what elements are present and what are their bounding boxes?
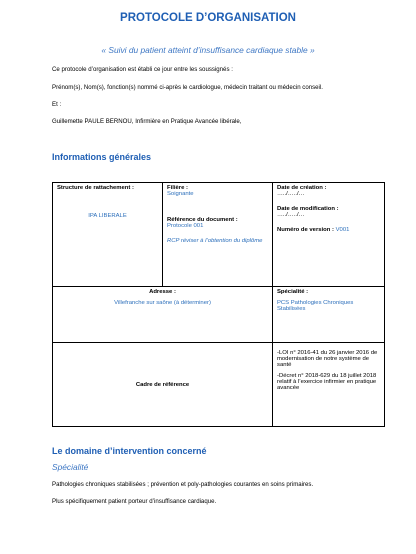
adresse-value: Villefranche sur saône (à déterminer) — [114, 300, 211, 306]
section-heading-domain: Le domaine d’intervention concerné — [52, 446, 207, 456]
creation-date-label: Date de création : — [277, 185, 327, 191]
structure-value: IPA LIBERALE — [88, 213, 127, 219]
intro-line-1: Ce protocole d’organisation est établi ce jour entre les soussignés : — [52, 66, 233, 73]
version-label: Numéro de version : — [277, 227, 334, 233]
cadre-refs-cell — [273, 343, 385, 427]
table-row — [53, 343, 385, 427]
cadre-cell — [53, 343, 273, 427]
dates-cell — [273, 183, 385, 287]
cadre-label: Cadre de référence — [135, 381, 190, 388]
version-row — [277, 227, 380, 233]
filiere-value: Soignante — [167, 191, 194, 197]
filiere-label: Filière : — [167, 185, 188, 191]
info-table — [52, 182, 385, 427]
intro-line-3: Et : — [52, 101, 62, 108]
domain-line-2: Plus spécifiquement patient porteur d’insuffisance cardiaque. — [52, 498, 217, 505]
table-row — [53, 287, 385, 343]
specialite-value: PCS Pathologies Chroniques Stabilisées — [277, 300, 354, 312]
structure-label: Structure de rattachement : — [57, 185, 134, 191]
rcp-note: RCP réviser à l’obtention du diplôme — [167, 238, 263, 244]
table-row — [53, 183, 385, 287]
reference-label: Référence du document : — [167, 217, 238, 223]
domain-line-1: Pathologies chroniques stabilisées ; prévention et poly-pathologies courantes en soins primaires. — [52, 481, 314, 488]
modification-date-value: …../…../… — [277, 212, 305, 218]
structure-cell — [53, 183, 163, 287]
filiere-cell — [163, 183, 273, 287]
specialite-cell — [273, 287, 385, 343]
version-value: V001 — [335, 227, 350, 233]
specialite-label: Spécialité : — [277, 289, 309, 295]
adresse-cell — [53, 287, 273, 343]
cadre-ref-1: -LOI n° 2016-41 du 26 janvier 2016 de modernisation de notre système de santé — [277, 350, 378, 368]
intro-line-4: Guillemette PAULE BERNOU, Infirmière en Pratique Avancée libérale, — [52, 118, 242, 125]
cadre-ref-2: -Décret n° 2018-629 du 18 juillet 2018 relatif à l’exercice infirmier en pratique avancée — [277, 373, 377, 391]
adresse-label: Adresse : — [149, 289, 176, 295]
intro-line-2: Prénom(s), Nom(s), fonction(s) nommé ci-après le cardiologue, médecin traitant ou médecin conseil. — [52, 84, 323, 91]
document-subtitle: « Suivi du patient atteint d’insuffisance cardiaque stable » — [101, 45, 315, 55]
section-subheading-specialty: Spécialité — [52, 462, 89, 472]
creation-date-value: …../…../… — [277, 191, 305, 197]
document-title: PROTOCOLE D’ORGANISATION — [120, 12, 296, 24]
reference-value: Protocole 001 — [167, 223, 204, 229]
modification-date-label: Date de modification : — [277, 206, 339, 212]
section-heading-general-info: Informations générales — [52, 152, 152, 162]
